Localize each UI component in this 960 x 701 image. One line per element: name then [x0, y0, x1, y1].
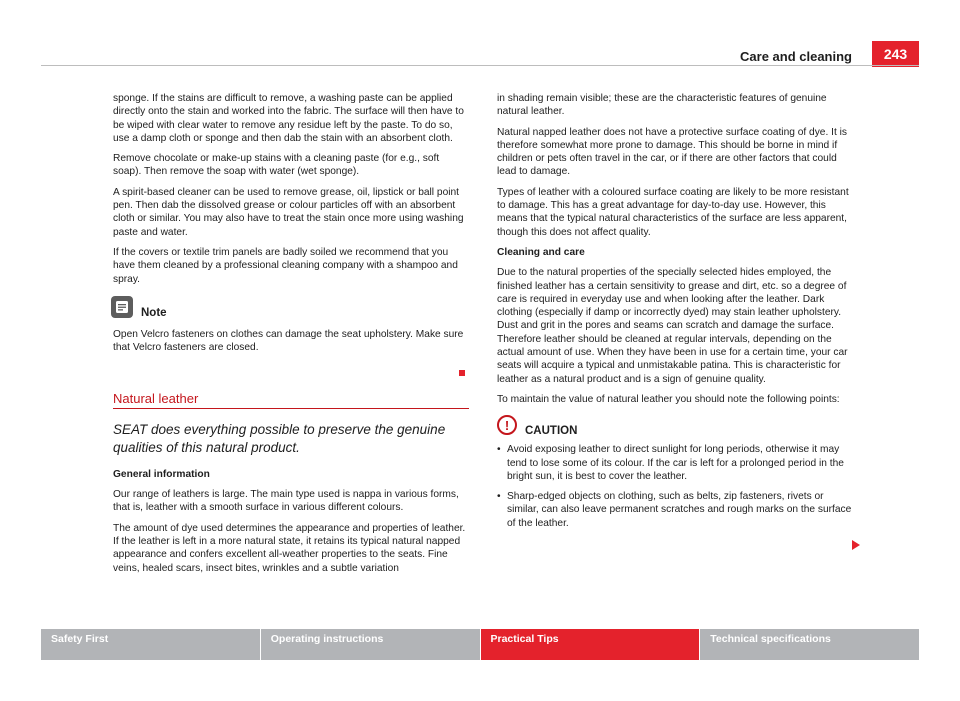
section-end-marker: [459, 370, 465, 376]
paragraph: Types of leather with a coloured surface coating are likely to be more resistant to damage. This has a great advantage for day-to-day use. However, this means that the typical natural characteristics of the surface are less apparent, though this does not affect quality.: [497, 186, 849, 238]
bullet-dot: •: [497, 491, 501, 503]
caution-bullet: [497, 490, 855, 530]
paragraph: To maintain the value of natural leather you should note the following points:: [497, 393, 840, 405]
paragraph: The amount of dye used determines the appearance and properties of leather. If the leather is left in a more natural state, it retains its typical natural napped appearance and confers excellent all-weather properties to the seats. Fine veins, healed scars, insect bites, wrinkles and a subtle variation: [113, 522, 466, 574]
footer-nav: [41, 629, 919, 660]
left-column: [113, 92, 470, 582]
section-title: Natural leather: [113, 392, 469, 408]
subheading: General information: [113, 468, 210, 480]
paragraph: Remove chocolate or make-up stains with a cleaning paste (for e.g., soft soap). Then remove the soap with water (wet sponge).: [113, 153, 440, 178]
footer-tab-practical-tips[interactable]: Practical Tips: [481, 629, 700, 660]
note-text: Open Velcro fasteners on clothes can damage the seat upholstery. Make sure that Velcro fasteners are closed.: [113, 328, 464, 354]
note-label: Note: [141, 307, 167, 320]
paragraph: Natural napped leather does not have a protective surface coating of dye. It is therefore somewhat more prone to damage. This should be borne in mind if children or pets often travel in the car, or if there are other factors that could lead to damage.: [497, 126, 847, 178]
caution-heading: [497, 418, 855, 438]
bullet-dot: •: [497, 444, 501, 456]
header-rule: [41, 65, 919, 66]
paragraph: in shading remain visible; these are the characteristic features of genuine natural leather.: [497, 93, 827, 118]
note-icon: [111, 296, 133, 318]
running-header-title: Care and cleaning: [740, 49, 852, 64]
right-column: [497, 92, 855, 537]
paragraph: Our range of leathers is large. The main type used is nappa in various forms, that is, leather with a smooth surface in various different colours.: [113, 489, 459, 514]
paragraph: sponge. If the stains are difficult to remove, a washing paste can be applied directly onto the stain and worked into the fabric. The surface will then have to be wiped with clear water to remove any residue left by the paste. To do so, use a damp cloth or sponge and then dab the stain with an absorbent cloth.: [113, 93, 464, 144]
footer-tab-safety-first[interactable]: Safety First: [41, 629, 260, 660]
subheading: Cleaning and care: [497, 246, 585, 258]
continue-arrow-icon: [852, 540, 860, 550]
paragraph: If the covers or textile trim panels are badly soiled we recommend that you have them cleaned by a professional cleaning company with a shampoo and spray.: [113, 246, 458, 285]
footer-tab-operating-instructions[interactable]: Operating instructions: [261, 629, 480, 660]
page-number: 243: [872, 41, 919, 67]
caution-icon: !: [497, 415, 517, 435]
note-heading: [113, 300, 470, 322]
bullet-text: Avoid exposing leather to direct sunlight for long periods, otherwise it may tend to lose some of its colour. If the car is left for a prolonged period in the bright sun, it is best to cover the leather.: [507, 444, 844, 482]
caution-bullet: [497, 443, 855, 483]
bullet-text: Sharp-edged objects on clothing, such as belts, zip fasteners, rivets or similar, can also leave permanent scratches and rough marks on the surface of the leather.: [507, 491, 852, 529]
footer-tab-technical-specifications[interactable]: Technical specifications: [700, 629, 919, 660]
paragraph: Due to the natural properties of the specially selected hides employed, the finished leather has a certain sensitivity to grease and dirt, etc. so a degree of care is required in everyday use and when looking after the leather. Dark clothing (especially if damp or incorrectly dyed) may stain leather upholstery. Dust and grit in the pores and seams can scratch and damage the surface. Therefore leather should be cleaned at regular intervals, depending on the actual amount of use. When they have been in use for a certain time, your car seats will acquire a typical and unmistakable patina. This is characteristic for leather as a natural product and is a sign of genuine quality.: [497, 267, 848, 385]
caution-label: CAUTION: [525, 424, 578, 437]
paragraph: A spirit-based cleaner can be used to remove grease, oil, lipstick or ball point pen. Then dab the dissolved grease or colour particles off with an absorbent cloth or similar. You may also have to treat the stain once more using washing paste and water.: [113, 186, 464, 238]
section-lead: SEAT does everything possible to preserve the genuine qualities of this natural product.: [113, 421, 446, 456]
